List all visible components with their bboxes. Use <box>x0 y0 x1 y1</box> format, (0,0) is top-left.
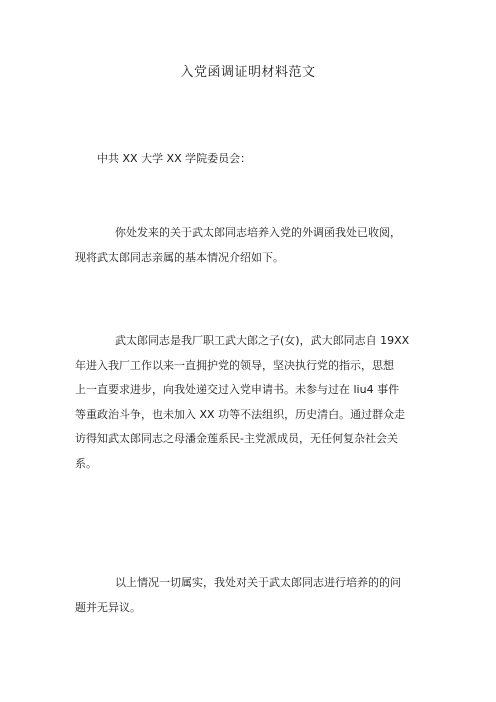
paragraph-line: 系。 <box>75 456 97 470</box>
paragraph-line: 题并无异议。 <box>75 600 141 614</box>
paragraph-line: 上一直要求进步，向我处递交过入党申请书。未参与过在 liu4 事件 <box>75 383 400 396</box>
paragraph-line: 武太郎同志是我厂职工武大郎之子(女)，武大郎同志自 19XX <box>115 334 410 347</box>
paragraph-2 <box>75 329 427 476</box>
paragraph-3 <box>75 571 427 620</box>
paragraph-line: 年进入我厂工作以来一直拥护党的领导，坚决执行党的指示，思想 <box>75 358 394 372</box>
salutation: 中共 XX 大学 XX 学院委员会： <box>97 152 252 165</box>
paragraph-line: 等重政治斗争，也未加入 XX 功等不法组织，历史清白。通过群众走 <box>75 407 406 421</box>
paragraph-line: 访得知武太郎同志之母潘金莲系民-主党派成员，无任何复杂社会关 <box>75 432 398 445</box>
paragraph-line: 现将武太郎同志亲属的基本情况介绍如下。 <box>75 250 284 264</box>
document-title: 入党函调证明材料范文 <box>180 65 316 80</box>
paragraph-line: 以上情况一切属实，我处对关于武太郎同志进行培养的的问 <box>115 576 401 589</box>
paragraph-line: 你处发来的关于武太郎同志培养入党的外调函我处已收阅， <box>115 226 401 239</box>
paragraph-1 <box>75 221 427 270</box>
